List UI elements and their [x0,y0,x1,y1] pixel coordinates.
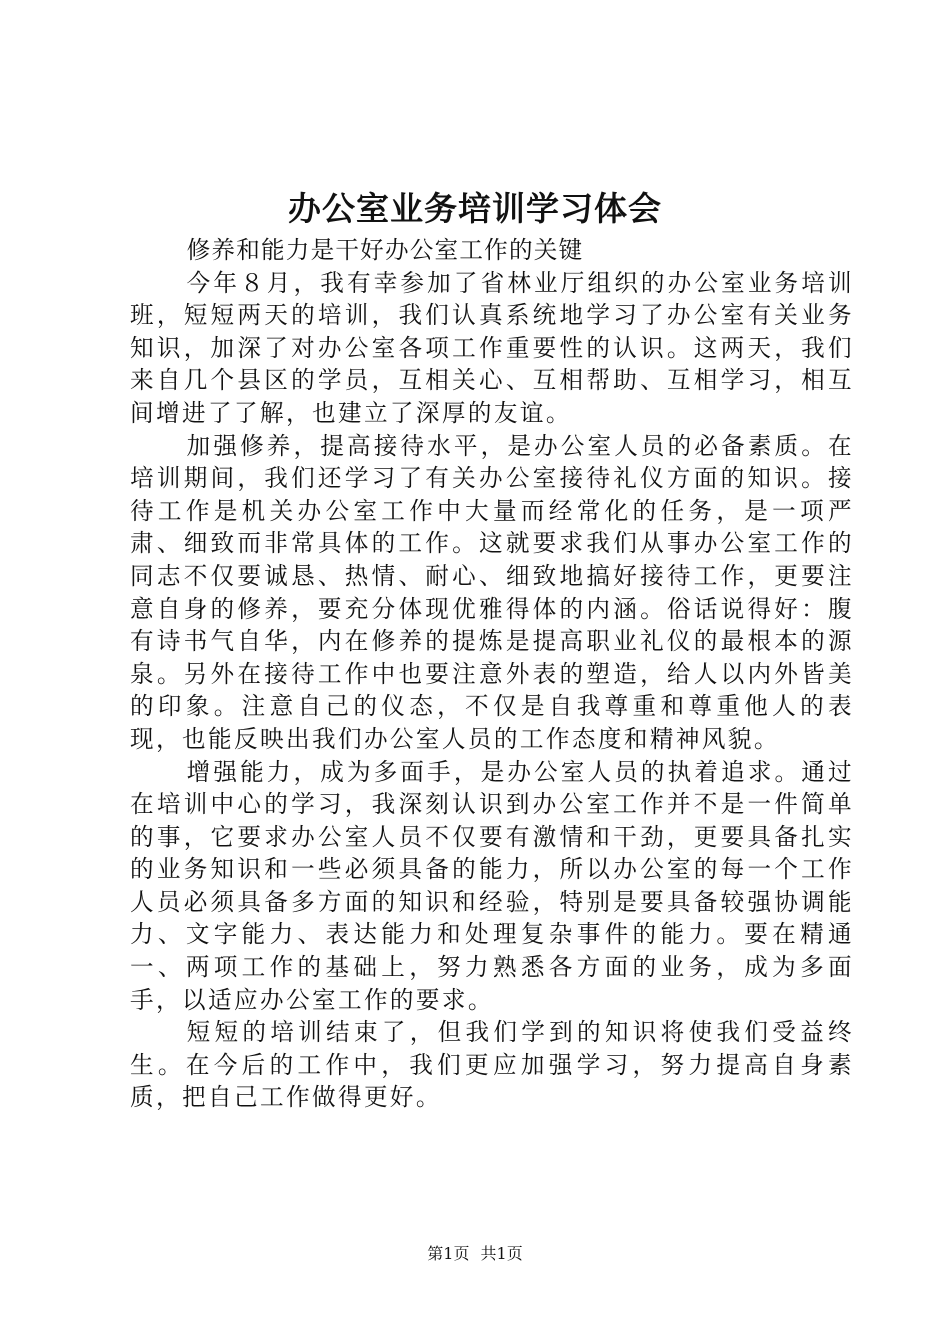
document-subtitle: 修养和能力是干好办公室工作的关键 [186,236,584,264]
paragraph-1: 今年８月，我有幸参加了省林业厅组织的办公室业务培训班，短短两天的培训，我们认真系统地学习了办公室有关业务知识，加深了对办公室各项工作重要性的认识。这两天，我们来自几个县区的学员，互相关心、互相帮助、互相学习，相互间增进了了解，也建立了深厚的友谊。 [130,268,854,427]
document-body [130,234,854,1114]
paragraph-2: 加强修养，提高接待水平，是办公室人员的必备素质。在培训期间，我们还学习了有关办公室接待礼仪方面的知识。接待工作是机关办公室工作中大量而经常化的任务，是一项严肃、细致而非常具体的工作。这就要求我们从事办公室工作的同志不仅要诚恳、热情、耐心、细致地搞好接待工作，更要注意自身的修养，要充分体现优雅得体的内涵。俗话说得好：腹有诗书气自华，内在修养的提炼是提高职业礼仪的最根本的源泉。另外在接待工作中也要注意外表的塑造，给人以内外皆美的印象。注意自己的仪态，不仅是自我尊重和尊重他人的表现，也能反映出我们办公室人员的工作态度和精神风貌。 [130,431,854,753]
document-title: 办公室业务培训学习体会 [288,189,662,228]
page-number: 第1页 [427,1244,470,1263]
page-total: 共1页 [480,1244,523,1263]
paragraph-4: 短短的培训结束了，但我们学到的知识将使我们受益终生。在今后的工作中，我们更应加强学习，努力提高自身素质，把自己工作做得更好。 [130,1018,854,1112]
paragraph-3: 增强能力，成为多面手，是办公室人员的执着追求。通过在培训中心的学习，我深刻认识到办公室工作并不是一件简单的事，它要求办公室人员不仅要有激情和干劲，更要具备扎实的业务知识和一些必须具备的能力，所以办公室的每一个工作人员必须具备多方面的知识和经验，特别是要具备较强协调能力、文字能力、表达能力和处理复杂事件的能力。要在精通一、两项工作的基础上，努力熟悉各方面的业务，成为多面手，以适应办公室工作的要求。 [130,757,854,1014]
page-footer [0,1243,950,1265]
